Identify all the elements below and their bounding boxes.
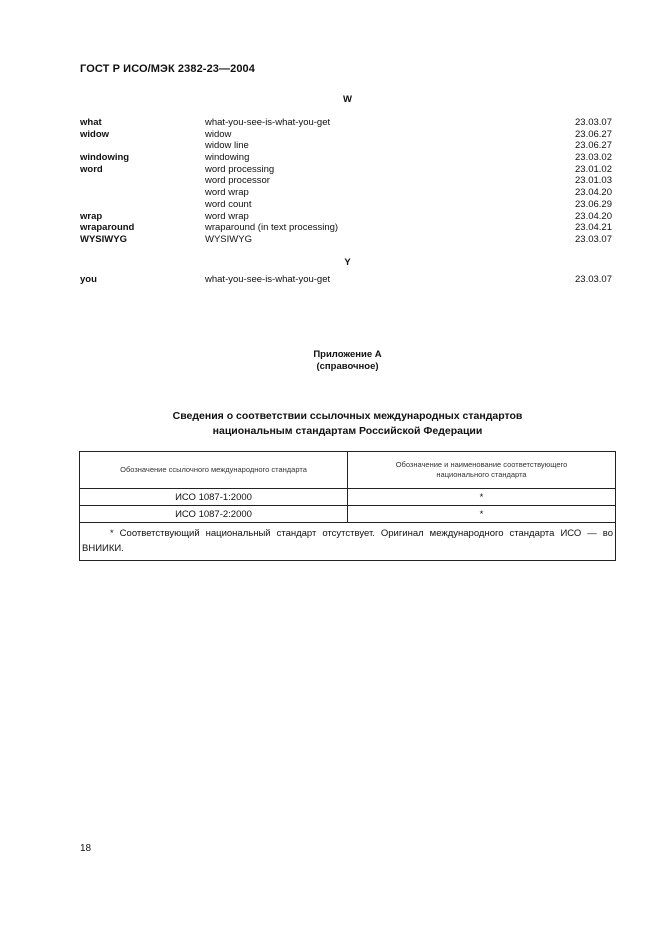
index-code: 23.01.03 — [575, 175, 612, 187]
col2-header-line1: Обозначение и наименование соответствующего — [395, 460, 568, 469]
col1-header: Обозначение ссылочного международного стандарта — [80, 452, 348, 489]
index-row — [80, 175, 612, 187]
index-row — [80, 164, 612, 176]
index-english: WYSIWYG — [205, 233, 252, 245]
intl-standard-cell: ИСО 1087-2:2000 — [80, 506, 348, 523]
index-code: 23.04.20 — [575, 210, 612, 222]
index-english: word wrap — [205, 210, 249, 222]
index-term: windowing — [80, 152, 130, 164]
index-code: 23.06.29 — [575, 198, 612, 210]
page-number: 18 — [80, 843, 92, 854]
index-row — [80, 152, 612, 164]
index-code: 23.04.21 — [575, 222, 612, 234]
index-english: what-you-see-is-what-you-get — [205, 274, 331, 285]
index-term: wraparound — [80, 222, 135, 234]
table-row — [80, 506, 616, 523]
index-row — [80, 211, 612, 223]
reference-table — [79, 451, 616, 561]
index-row — [80, 117, 612, 129]
index-english: windowing — [205, 152, 250, 164]
section-title-line2: национальным стандартам Российской Федерации — [212, 425, 483, 437]
appendix-subtitle: (справочное) — [316, 360, 379, 372]
index-row — [80, 274, 612, 286]
index-english: widow — [205, 128, 232, 140]
index-english: wraparound (in text processing) — [205, 222, 339, 234]
section-title — [80, 409, 615, 439]
section-title-line1: Сведения о соответствии ссылочных международных стандартов — [172, 410, 523, 422]
section-letter-w: W — [343, 94, 352, 105]
national-standard-cell: * — [348, 489, 616, 506]
index-code: 23.03.07 — [575, 274, 612, 285]
intl-standard-cell: ИСО 1087-1:2000 — [80, 489, 348, 506]
index-term: you — [80, 274, 97, 285]
index-row — [80, 234, 612, 246]
index-term: word — [80, 163, 103, 175]
table-footnote — [80, 523, 616, 561]
footnote-text: * Соответствующий национальный стандарт отсутствует. Оригинал международного стандарта ИСО — во ВНИИКИ. — [82, 528, 613, 554]
index-code: 23.01.02 — [575, 163, 612, 175]
index-code: 23.06.27 — [575, 128, 612, 140]
index-english: word count — [205, 198, 252, 210]
table-footnote-row — [80, 523, 616, 561]
index-code: 23.04.20 — [575, 187, 612, 199]
appendix-heading — [80, 349, 615, 372]
index-term: WYSIWYG — [80, 233, 127, 245]
index-row — [80, 129, 612, 141]
index-row — [80, 222, 612, 234]
index-code: 23.03.07 — [575, 117, 612, 128]
table-header-row — [80, 452, 616, 489]
index-code: 23.03.02 — [575, 152, 612, 164]
index-term: what — [80, 117, 102, 128]
index-code: 23.06.27 — [575, 140, 612, 152]
col2-header-line2: национального стандарта — [436, 470, 527, 479]
index-row — [80, 199, 612, 211]
table-row — [80, 489, 616, 506]
index-english: what-you-see-is-what-you-get — [205, 117, 331, 128]
index-list-y — [80, 274, 612, 286]
index-code: 23.03.07 — [575, 233, 612, 245]
index-english: word wrap — [205, 187, 249, 199]
index-row — [80, 187, 612, 199]
national-standard-cell: * — [348, 506, 616, 523]
col2-header — [348, 452, 616, 489]
section-letter-y: Y — [344, 257, 351, 268]
index-row — [80, 140, 612, 152]
index-english: word processing — [205, 163, 275, 175]
index-english: widow line — [205, 140, 249, 152]
index-term: widow — [80, 128, 110, 140]
appendix-title: Приложение А — [313, 349, 382, 360]
index-list-w — [80, 117, 612, 246]
index-term: wrap — [80, 210, 103, 222]
index-english: word processor — [205, 175, 270, 187]
document-header: ГОСТ Р ИСО/МЭК 2382-23—2004 — [80, 63, 255, 75]
